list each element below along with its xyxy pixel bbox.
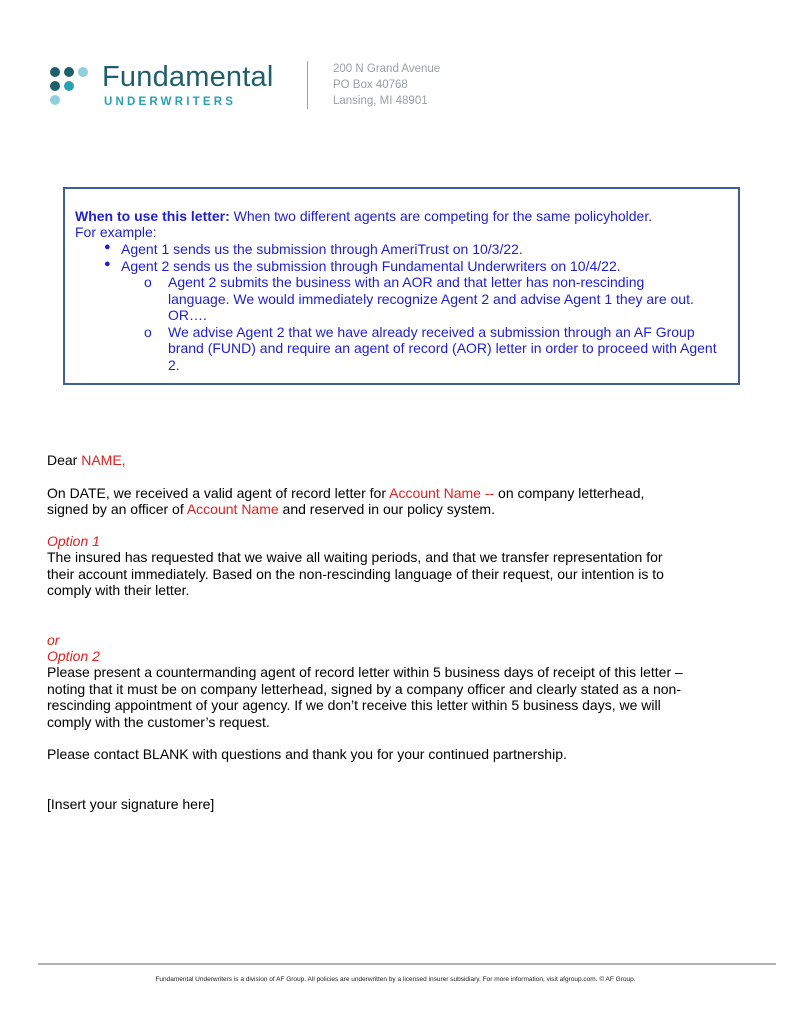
sub-bullet-line: language. We would immediately recognize Agent 2 and advise Agent 1 they are out. — [168, 291, 694, 307]
text-run: On DATE, we received a valid agent of record letter for — [47, 485, 390, 501]
option2-line: noting that it must be on company letterhead, signed by a company officer and clearly stated as a non- — [47, 681, 682, 697]
placeholder-name: NAME, — [81, 452, 126, 468]
sub-bullet-icon: o — [144, 274, 152, 290]
footer-disclaimer: Fundamental Underwriters is a division of AF Group. All policies are underwritten by a licensed insurer subsidiary. For more information, visit afgroup.com. © AF Group. — [155, 976, 636, 983]
footer-divider — [38, 963, 776, 965]
option1-line: their account immediately. Based on the non-rescinding language of their request, our intention is to — [47, 566, 664, 582]
usage-note-heading-text: When two different agents are competing for the same policyholder. — [229, 208, 653, 224]
option1-line: comply with their letter. — [47, 582, 190, 598]
brand-subtitle: UNDERWRITERS — [104, 96, 237, 108]
option1-label: Option 1 — [47, 533, 100, 549]
example-label: For example: — [75, 224, 157, 240]
sub-bullet-line: We advise Agent 2 that we have already received a submission through an AF Group — [168, 324, 695, 340]
option1-line: The insured has requested that we waive all waiting periods, and that we transfer representation for — [47, 549, 663, 565]
sub-bullet-icon: o — [144, 324, 152, 340]
bullet-item: Agent 2 sends us the submission through Fundamental Underwriters on 10/4/22. — [121, 258, 621, 274]
usage-note-heading — [75, 208, 652, 225]
contact-line: Please contact BLANK with questions and thank you for your continued partnership. — [47, 746, 567, 762]
sub-bullet-line: OR…. — [168, 307, 207, 323]
paragraph-line — [47, 501, 495, 518]
option2-label: Option 2 — [47, 648, 100, 664]
signature-placeholder: [Insert your signature here] — [47, 796, 215, 812]
header-divider — [307, 61, 308, 109]
address-line: PO Box 40768 — [333, 79, 408, 91]
paragraph-line — [47, 485, 644, 502]
sub-bullet-line: Agent 2 submits the business with an AOR and that letter has non-rescinding — [168, 274, 645, 290]
bullet-item: Agent 1 sends us the submission through AmeriTrust on 10/3/22. — [121, 241, 523, 257]
usage-note-heading-bold: When to use this letter: — [75, 208, 230, 224]
text-run: signed by an officer of — [47, 501, 187, 517]
brand-name: Fundamental — [102, 61, 274, 93]
sub-bullet-line: brand (FUND) and require an agent of record (AOR) letter in order to proceed with Agent — [168, 340, 717, 356]
logo-mark — [50, 67, 92, 109]
address-line: 200 N Grand Avenue — [333, 63, 441, 75]
placeholder-account-name: Account Name -- — [389, 485, 495, 501]
option2-line: comply with the customer’s request. — [47, 714, 270, 730]
sub-bullet-line: 2. — [168, 357, 180, 373]
placeholder-account-name: Account Name — [186, 501, 279, 517]
bullet-icon: ● — [104, 241, 111, 253]
bullet-icon: ● — [104, 258, 111, 270]
company-address — [333, 61, 440, 109]
option2-line: Please present a countermanding agent of record letter within 5 business days of receipt of this letter – — [47, 664, 683, 680]
text-run: and reserved in our policy system. — [278, 501, 495, 517]
option2-line: rescinding appointment of your agency. If we don’t receive this letter within 5 business days, we will — [47, 697, 661, 713]
salutation-text: Dear — [47, 452, 82, 468]
text-run: on company letterhead, — [494, 485, 645, 501]
address-line: Lansing, MI 48901 — [333, 95, 428, 107]
salutation — [47, 452, 126, 469]
or-label: or — [47, 632, 60, 648]
